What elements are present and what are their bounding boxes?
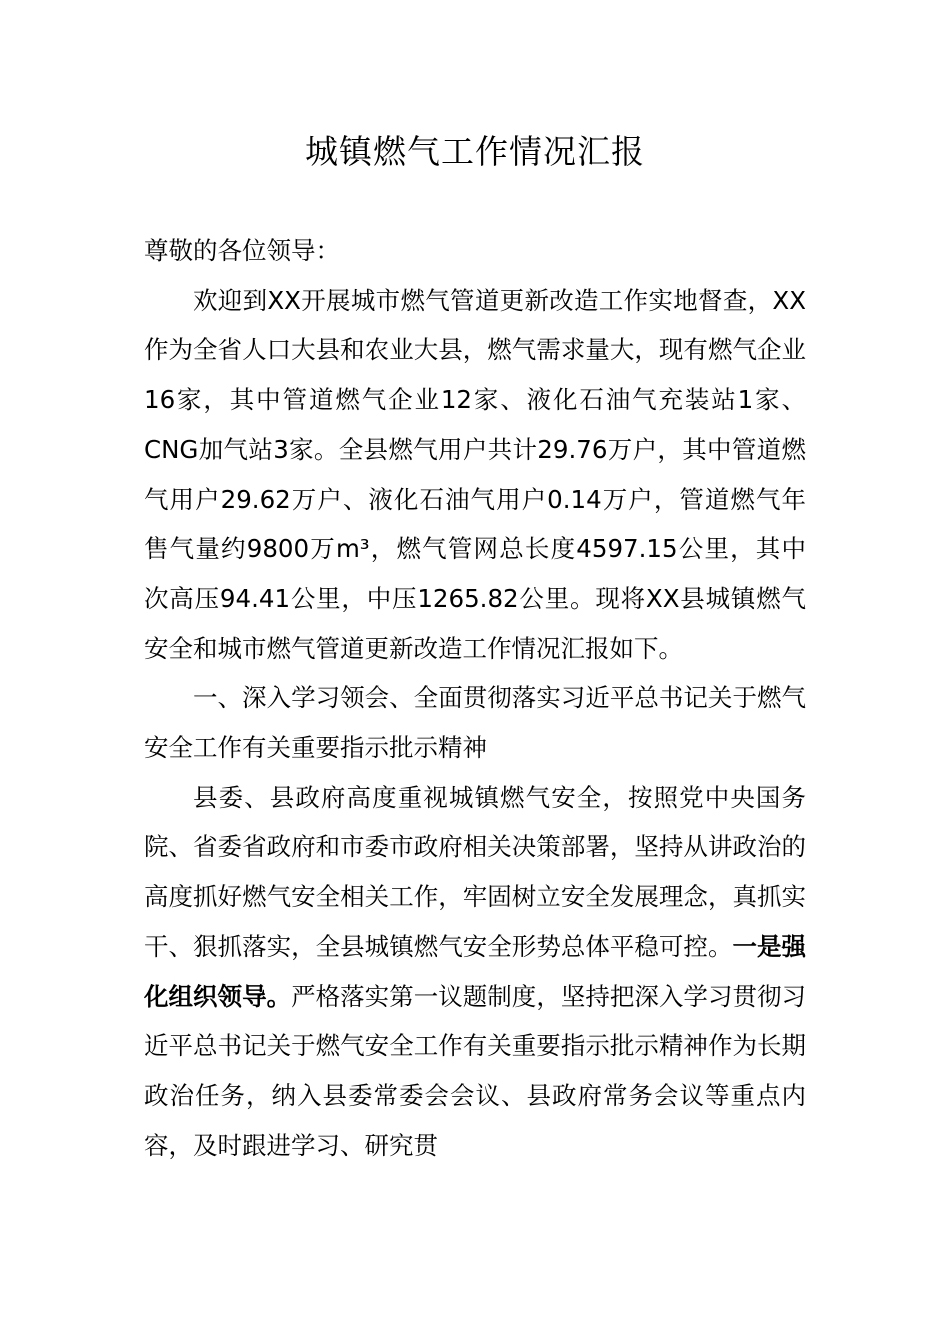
document-body <box>144 226 806 1170</box>
document-title: 城镇燃气工作情况汇报 <box>305 132 645 171</box>
section-one-lead: 县委、县政府高度重视城镇燃气安全，按照党中央国务院、省委省政府和市委市政府相关决策部署，坚持从讲政治的高度抓好燃气安全相关工作，牢固树立安全发展理念，真抓实干、狠抓落实，全县城镇燃气安全形势总体平稳可控。 <box>144 782 806 961</box>
section-one-heading: 一、深入学习领会、全面贯彻落实习近平总书记关于燃气安全工作有关重要指示批示精神 <box>144 683 806 763</box>
point-one-text: 严格落实第一议题制度，坚持把深入学习贯彻习近平总书记关于燃气安全工作有关重要指示批示精神作为长期政治任务，纳入县委常委会会议、县政府常务会议等重点内容，及时跟进学习、研究贯 <box>144 981 807 1160</box>
section-one-paragraph <box>144 773 806 1171</box>
salutation: 尊敬的各位领导： <box>144 236 340 265</box>
point-one-title: 一是强化组织领导。 <box>144 931 807 1011</box>
intro-paragraph: 欢迎到XX开展城市燃气管道更新改造工作实地督查，XX作为全省人口大县和农业大县，燃气需求量大，现有燃气企业16家，其中管道燃气企业12家、液化石油气充装站1家、CNG加气站3家。全县燃气用户共计29.76万户，其中管道燃气用户29.62万户、液化石油气用户0.14万户，管道燃气年售气量约9800万m³，燃气管网总长度4597.15公里，其中次高压94.41公里，中压1265.82公里。现将XX县城镇燃气安全和城市燃气管道更新改造工作情况汇报如下。 <box>144 285 806 663</box>
